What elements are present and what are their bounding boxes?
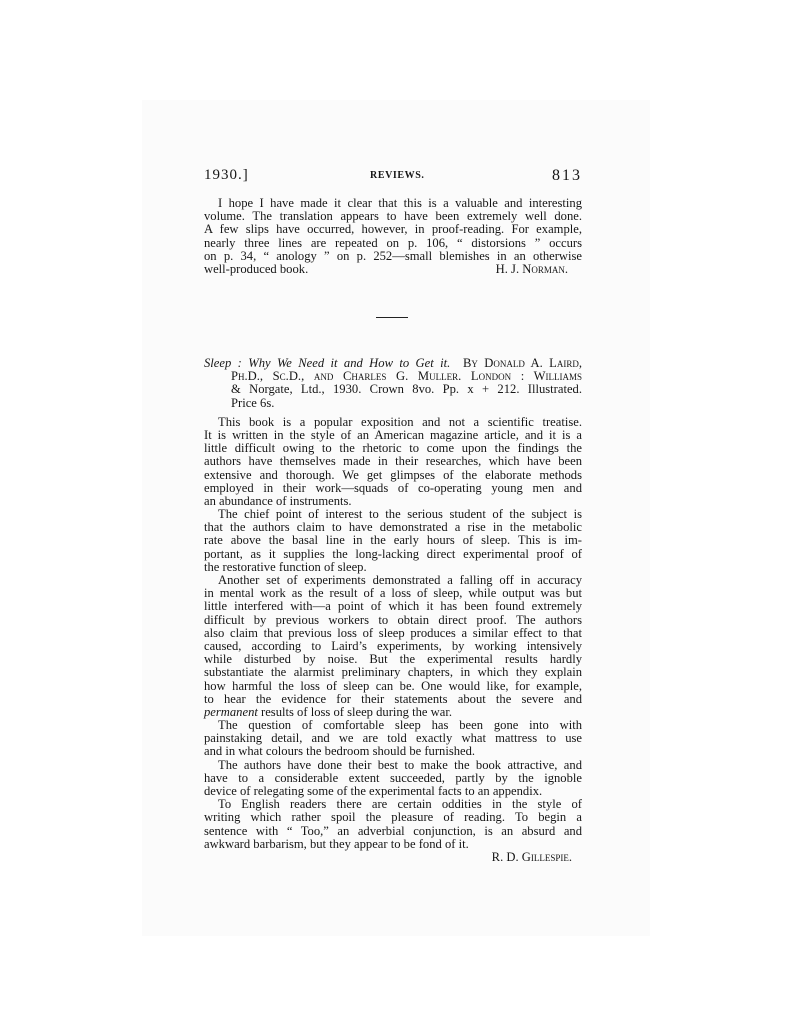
text-line: I hope I have made it clear that this is a valuable and interesting	[218, 196, 582, 210]
text-line: This book is a popular exposition and not a scientific treatise.	[218, 414, 582, 429]
text-line: painstaking detail, and we are told exactly what mattress to use	[204, 731, 582, 746]
text-line: Another set of experiments demonstrated a falling off in accuracy	[218, 573, 582, 587]
running-head-title: REVIEWS.	[370, 170, 425, 181]
text-line: The question of comfortable sleep has been gone into with	[218, 718, 582, 733]
text-line: and in what colours the bedroom should be furnished.	[204, 744, 476, 759]
text-line-with-signature	[204, 263, 582, 276]
text-line: that the authors claim to have demonstrated a rise in the metabolic	[204, 520, 582, 535]
text-line: while disturbed by noise. But the experimental results hardly	[204, 652, 582, 667]
text-line: to hear the evidence for their statements about the severe and	[204, 691, 582, 706]
reviewer-signature: R. D. Gillespie.	[491, 849, 572, 864]
text-line: substantiate the alarmist preliminary chapters, in which they explain	[204, 665, 582, 680]
book-heading	[204, 357, 582, 410]
page-number: 813	[552, 167, 582, 184]
first-review	[204, 197, 582, 276]
text-line: employed in their work—squads of co-operating young men and	[204, 480, 582, 495]
text-line: on p. 34, “ anology ” on p. 252—small blemishes in an otherwise	[204, 248, 582, 263]
running-head	[204, 167, 582, 187]
text-line: caused, according to Laird’s experiments, by working intensively	[204, 638, 582, 653]
text-line: device of relegating some of the experimental facts to an appendix.	[204, 784, 543, 798]
text-line: awkward barbarism, but they appear to be fond of it.	[204, 836, 469, 851]
paragraph	[204, 719, 582, 759]
text-line: well-produced book.	[204, 261, 309, 276]
paragraph	[204, 759, 582, 799]
text-line: sentence with “ Too,” an adverbial conjunction, is an absurd and	[204, 823, 582, 838]
section-divider	[376, 317, 408, 318]
paragraph	[204, 416, 582, 508]
text-line: writing which rather spoil the pleasure of reading. To begin a	[204, 810, 582, 825]
text-line: little difficult owing to the rhetoric to come upon the findings the	[204, 441, 582, 456]
text-line: It is written in the style of an American magazine article, and it is a	[204, 427, 582, 442]
text-line: A few slips have occurred, however, in proof-reading. For example,	[204, 222, 582, 237]
text-line: rate above the basal line in the early hours of sleep. This is im-	[204, 533, 582, 548]
text-line: nearly three lines are repeated on p. 106, “ distorsions ” occurs	[204, 235, 582, 250]
second-review	[204, 357, 582, 864]
text-line: The authors have done their best to make the book attractive, and	[218, 757, 582, 772]
emphasis-word: permanent	[204, 704, 258, 719]
text-line: an abundance of instruments.	[204, 493, 352, 508]
text-line: portant, as it supplies the long-lacking direct experimental proof of	[204, 546, 582, 561]
text-line: also claim that previous loss of sleep produces a similar effect to that	[204, 625, 582, 640]
text-line: little interfered with—a point of which it has been found extremely	[204, 599, 582, 614]
paragraph	[204, 798, 582, 851]
text-line: volume. The translation appears to have been extremely well done.	[204, 209, 582, 224]
heading-line: Ph.D., Sc.D., and Charles G. Muller. London : Williams	[231, 369, 582, 384]
heading-line: Price 6s.	[231, 395, 275, 410]
text-line: how harmful the loss of sleep can be. One would like, for example,	[204, 678, 582, 693]
text-line: The chief point of interest to the serious student of the subject is	[218, 507, 582, 522]
text-line: difficult by previous workers to obtain direct proof. The authors	[204, 612, 582, 627]
text-line: in mental work as the result of a loss of sleep, while output was but	[204, 586, 582, 601]
text-line: extensive and thorough. We get glimpses of the elaborate methods	[204, 467, 582, 482]
reviewer-signature: H. J. Norman.	[495, 261, 568, 276]
text-line: the restorative function of sleep.	[204, 559, 367, 574]
paragraph	[204, 574, 582, 719]
book-authors: By Donald A. Laird,	[463, 356, 583, 370]
heading-line: & Norgate, Ltd., 1930. Crown 8vo. Pp. x + 212. Illustrated.	[231, 382, 582, 397]
text-line: authors have themselves made in their researches, which have been	[204, 454, 582, 469]
book-title: Sleep : Why We Need it and How to Get it.	[204, 356, 451, 370]
text-fragment: results of loss of sleep during the war.	[257, 704, 452, 719]
text-line: have to a considerable extent succeeded, partly by the ignoble	[204, 770, 582, 785]
text-line: To English readers there are certain oddities in the style of	[218, 797, 582, 812]
running-head-year: 1930.]	[204, 167, 249, 183]
paragraph	[204, 508, 582, 574]
